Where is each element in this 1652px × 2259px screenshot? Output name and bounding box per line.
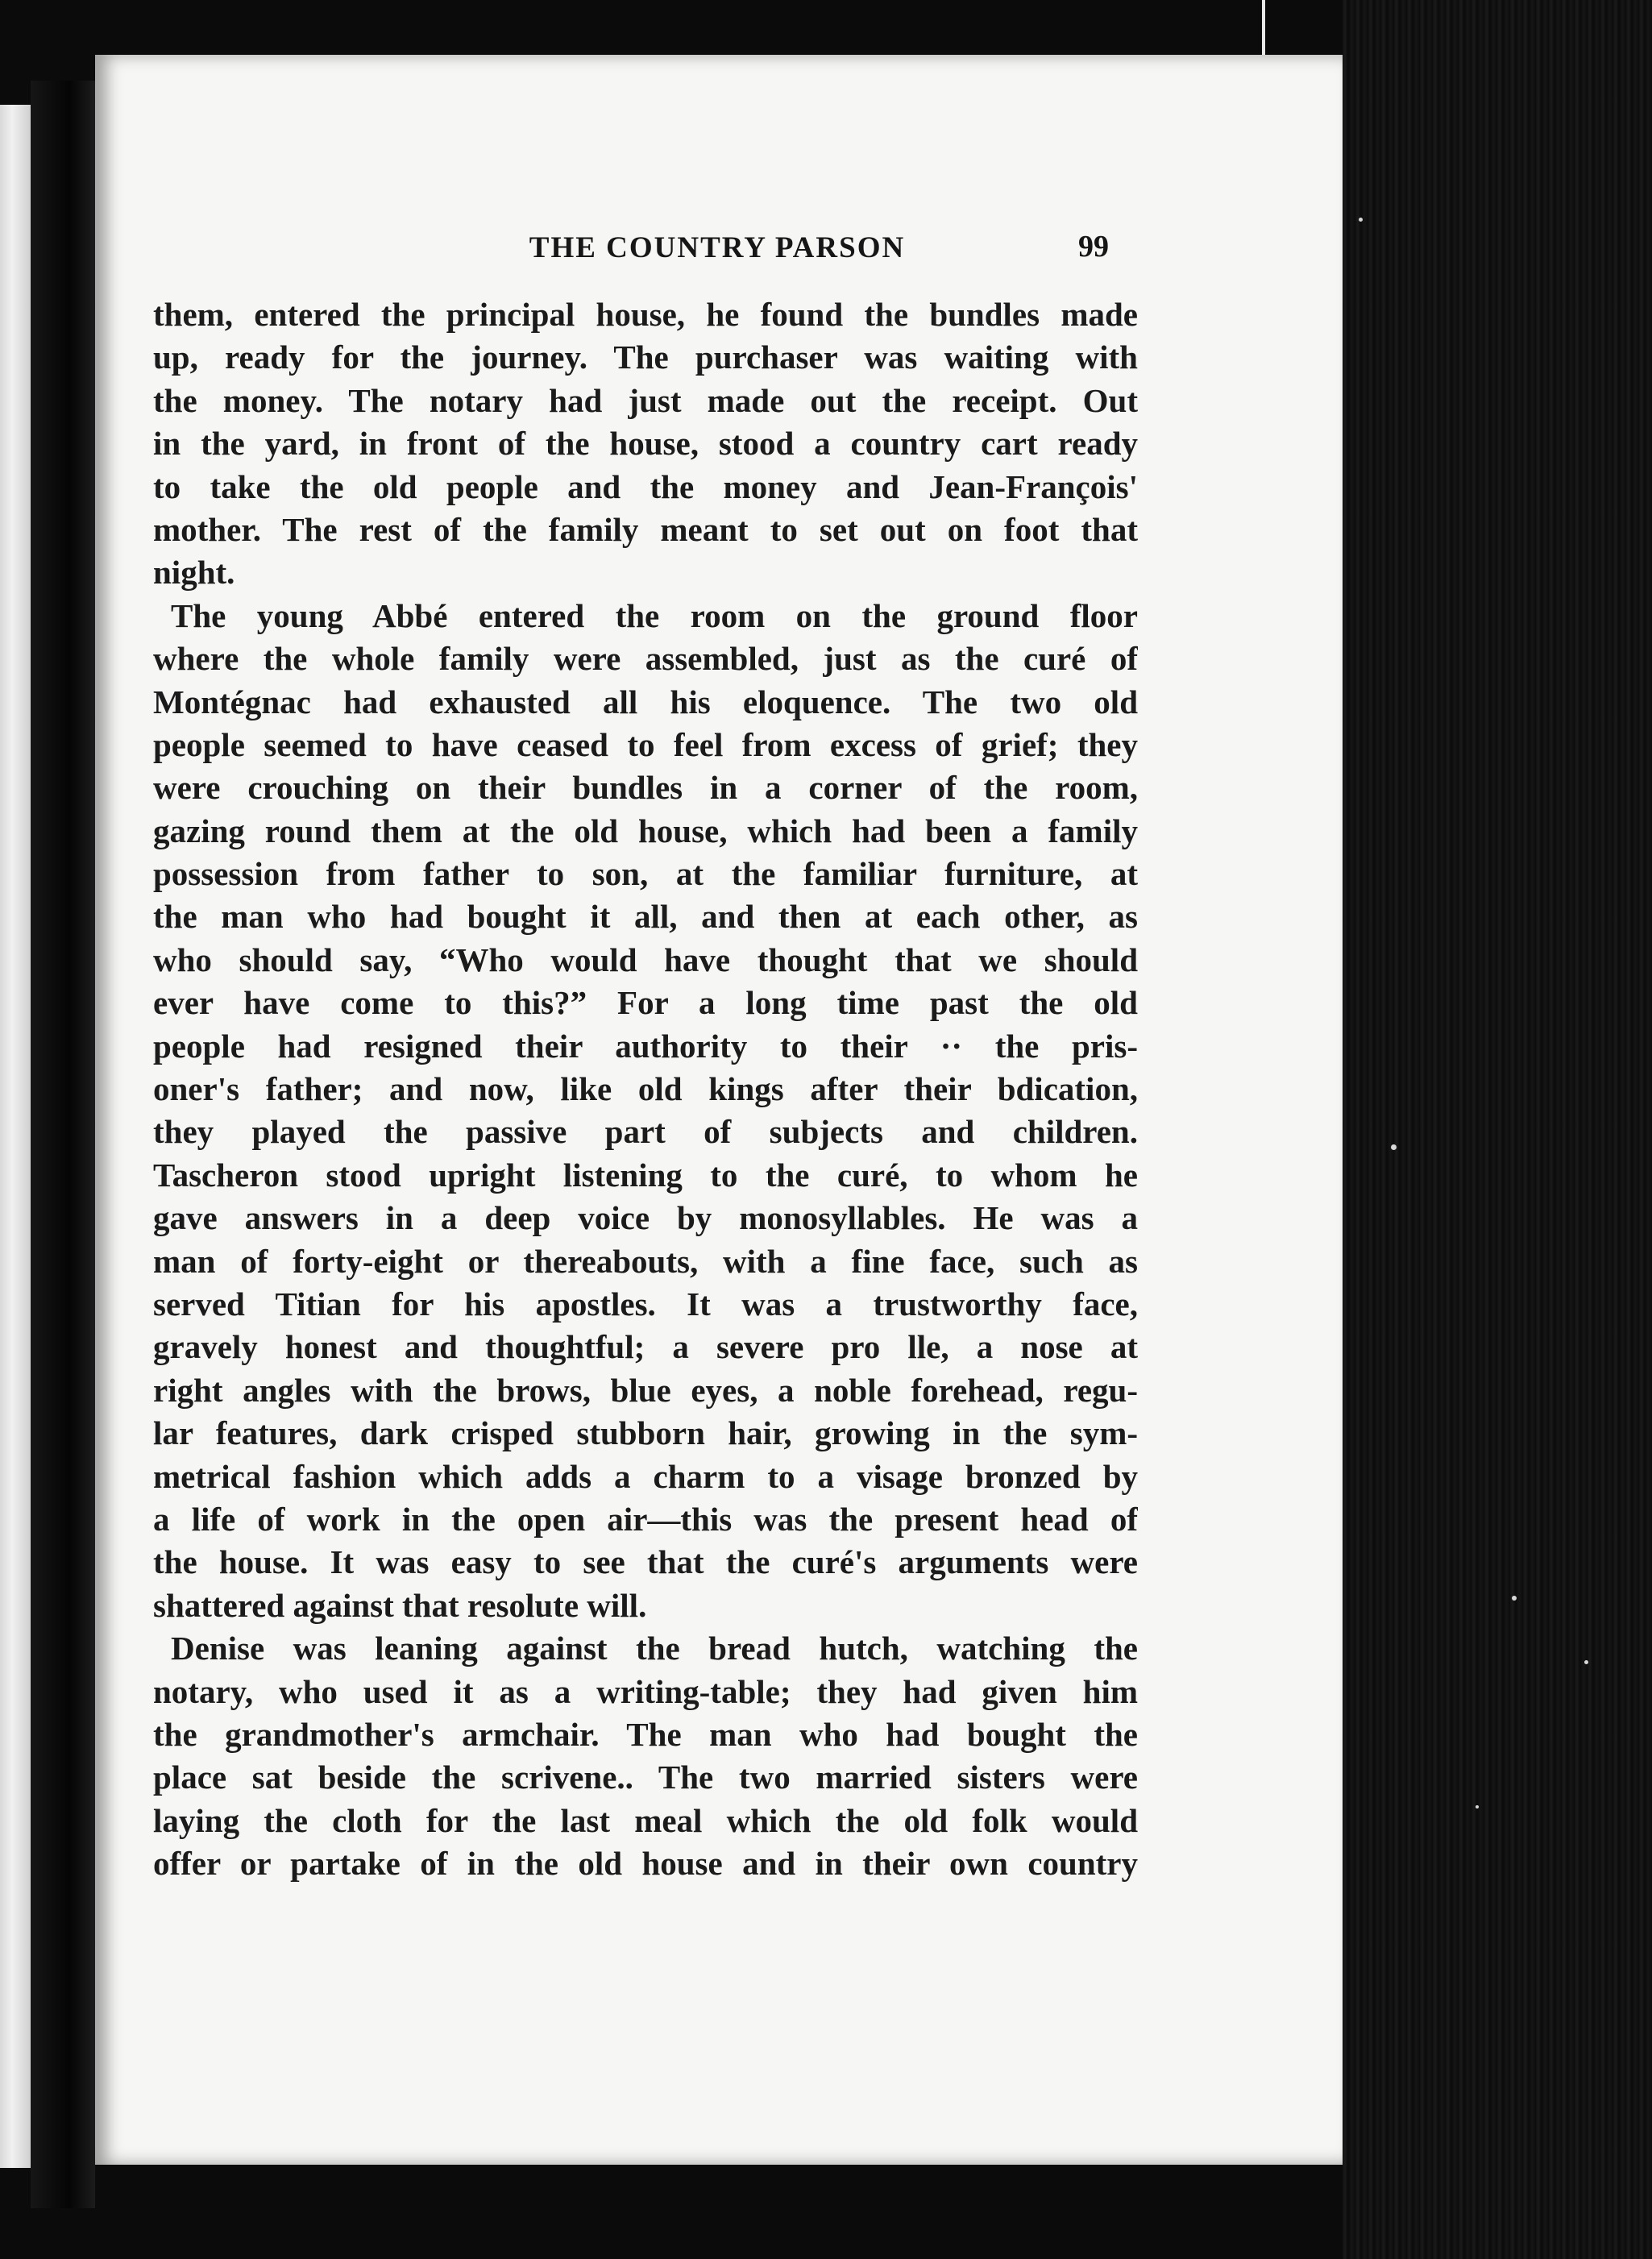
book-gutter [31,81,95,2208]
text-line: laying the cloth for the last meal which the old folk would [153,1801,1138,1839]
dust-speck [1584,1660,1588,1664]
scan-edge-mark [1262,0,1265,56]
dust-speck [1512,1596,1517,1601]
text-line: in the yard, in front of the house, stood a country cart ready [153,425,1138,463]
text-line: oner's father; and now, like old kings after their bdication, [153,1070,1138,1108]
text-line: possession from father to son, at the familiar furniture, at [153,855,1138,893]
text-line: place sat beside the scrivene.. The two married sisters were [153,1759,1138,1796]
text-line: ever have come to this?” For a long time past the old [153,984,1138,1022]
text-line: Tascheron stood upright listening to the curé, to whom he [153,1156,1138,1194]
text-line: notary, who used it as a writing-table; they had given him [153,1672,1138,1710]
text-line: the house. It was easy to see that the curé's arguments were [153,1543,1138,1581]
text-line: The young Abbé entered the room on the ground floor [171,596,1138,634]
text-line: shattered against that resolute will. [153,1586,647,1624]
text-line: night. [153,554,235,592]
text-line: them, entered the principal house, he found the bundles made [153,296,1138,333]
text-line: up, ready for the journey. The purchaser was waiting with [153,338,1138,376]
text-line: right angles with the brows, blue eyes, a noble forehead, regu- [153,1371,1138,1409]
text-line: man of forty-eight or thereabouts, with a fine face, such as [153,1242,1138,1280]
text-line: gravely honest and thoughtful; a severe pro lle, a nose at [153,1328,1138,1366]
text-line: mother. The rest of the family meant to set out on foot that [153,510,1138,548]
text-line: Denise was leaning against the bread hutch, watching the [171,1630,1138,1667]
dust-speck [1359,218,1363,222]
text-line: the money. The notary had just made out the receipt. Out [153,381,1138,419]
text-line: gazing round them at the old house, which had been a family [153,812,1138,849]
text-line: the grandmother's armchair. The man who had bought the [153,1715,1138,1753]
text-line: served Titian for his apostles. It was a trustworthy face, [153,1285,1138,1323]
running-head: THE COUNTRY PARSON [529,231,906,264]
text-line: they played the passive part of subjects and children. [153,1113,1138,1151]
text-line: where the whole family were assembled, just as the curé of [153,640,1138,678]
text-line: the man who had bought it all, and then at each other, as [153,898,1138,936]
text-line: a life of work in the open air—this was the present head of [153,1500,1138,1538]
text-line: to take the old people and the money and Jean-François' [153,467,1138,505]
text-line: gave answers in a deep voice by monosyllables. He was a [153,1199,1138,1237]
text-line: offer or partake of in the old house and in their own country [153,1845,1138,1883]
text-line: metrical fashion which adds a charm to a visage bronzed by [153,1457,1138,1495]
text-line: Montégnac had exhausted all his eloquence. The two old [153,683,1138,720]
dust-speck [1391,1144,1397,1150]
text-line: were crouching on their bundles in a corner of the room, [153,769,1138,807]
facing-page-edge [0,105,31,2168]
dust-speck [1476,1805,1479,1808]
body-text [153,293,1138,1885]
text-line: who should say, “Who would have thought that we should [153,941,1138,978]
book-binding-edge [1343,0,1652,2259]
text-line: people seemed to have ceased to feel from excess of grief; they [153,725,1138,763]
text-line: lar features, dark crisped stubborn hair, growing in the sym- [153,1414,1138,1452]
text-line: people had resigned their authority to their ·· the pris- [153,1027,1138,1065]
page-number: 99 [1078,230,1109,264]
